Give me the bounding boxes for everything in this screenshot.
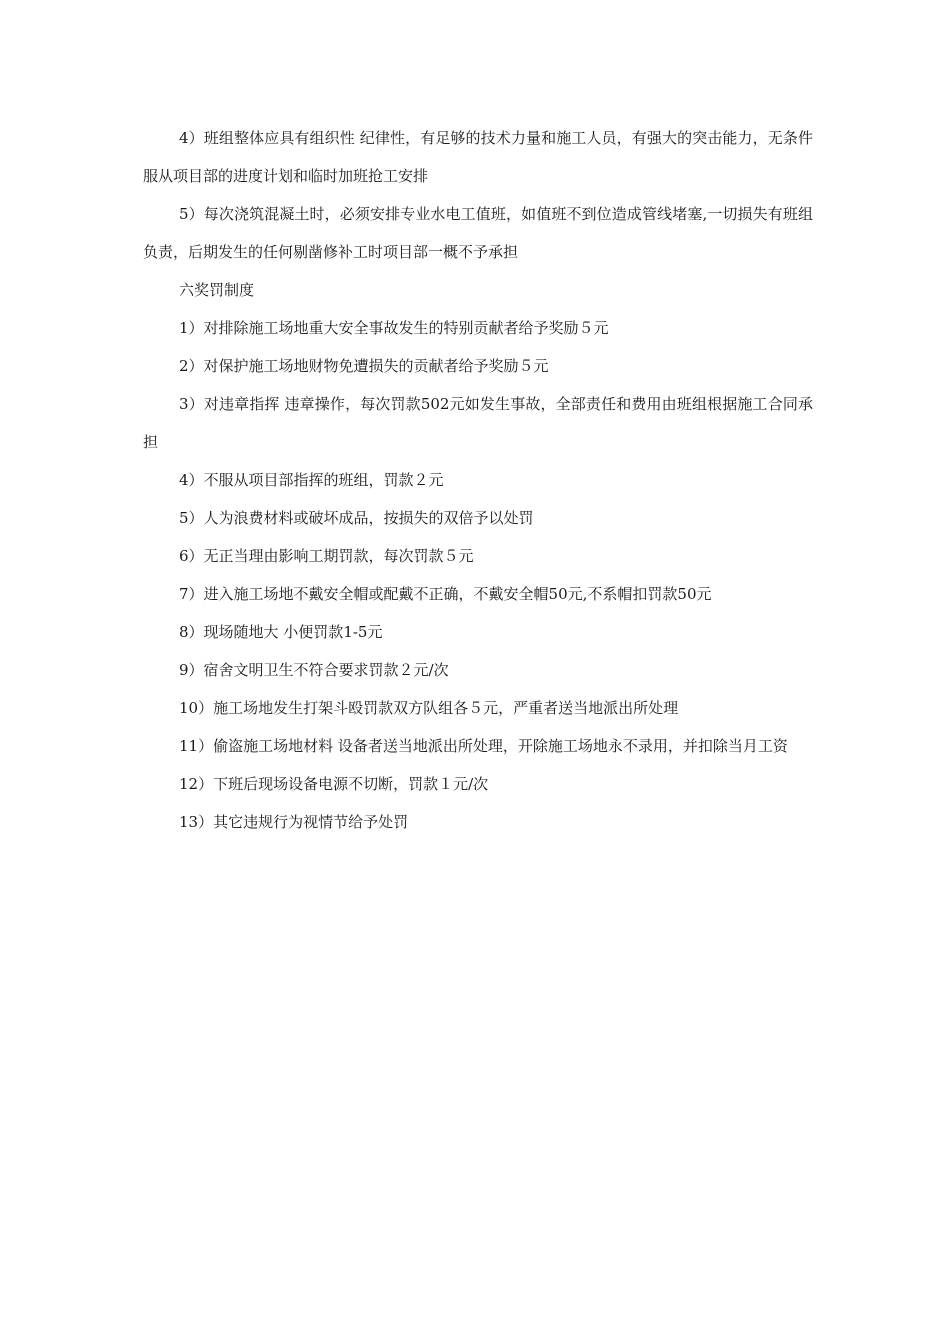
rule-item-4: 4）不服从项目部指挥的班组，罚款２元 <box>179 471 444 489</box>
rule-item-5: 5）人为浪费材料或破坏成品，按损失的双倍予以处罚 <box>179 509 534 527</box>
rule-item-6: 6）无正当理由影响工期罚款，每次罚款５元 <box>179 547 474 565</box>
rule-item-13: 13）其它违规行为视情节给予处罚 <box>179 813 409 831</box>
rule-item-7: 7）进入施工场地不戴安全帽或配戴不正确，不戴安全帽50元,不系帽扣罚款50元 <box>179 585 712 603</box>
rule-item-2: 2）对保护施工场地财物免遭损失的贡献者给予奖励５元 <box>179 357 549 375</box>
rule-item-1: 1）对排除施工场地重大安全事故发生的特别贡献者给予奖励５元 <box>179 319 609 337</box>
rule-item-11: 11）偷盗施工场地材料 设备者送当地派出所处理，开除施工场地永不录用，并扣除当月工资 <box>179 737 788 755</box>
paragraph-5: 5）每次浇筑混凝土时，必须安排专业水电工值班，如值班不到位造成管线堵塞,一切损失有班组负责，后期发生的任何剔凿修补工时项目部一概不予承担 <box>143 205 813 261</box>
section-heading-rewards-penalties: 六奖罚制度 <box>179 281 255 299</box>
rule-item-9: 9）宿舍文明卫生不符合要求罚款２元/次 <box>179 661 449 679</box>
rule-item-8: 8）现场随地大 小便罚款1-5元 <box>179 623 383 641</box>
paragraph-4: 4）班组整体应具有组织性 纪律性，有足够的技术力量和施工人员，有强大的突击能力，无条件服从项目部的进度计划和临时加班抢工安排 <box>143 129 813 185</box>
document-body <box>143 119 813 841</box>
rule-item-3: 3）对违章指挥 违章操作，每次罚款502元如发生事故，全部责任和费用由班组根据施工合同承担 <box>143 395 813 451</box>
rule-item-12: 12）下班后现场设备电源不切断，罚款１元/次 <box>179 775 489 793</box>
rule-item-10: 10）施工场地发生打架斗殴罚款双方队组各５元，严重者送当地派出所处理 <box>179 699 679 717</box>
